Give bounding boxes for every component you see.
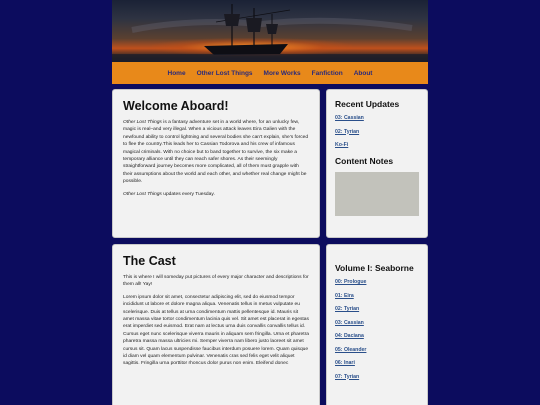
- ship-illustration: [112, 0, 428, 62]
- welcome-intro: [123, 119, 309, 186]
- chapter-link-01-eira[interactable]: 01: Eira: [335, 292, 354, 299]
- cast-card: [112, 244, 320, 405]
- welcome-title: Welcome Aboard!: [123, 99, 229, 113]
- main-nav: [112, 62, 428, 84]
- welcome-intro-text: is a fantasy adventure set in a world where, for an unlucky few, magic is real–and very illegal. When a vicious attack leaves Eira Galien with the newfound ability to control lightning and several bodies she can't explain, she's forced to flee the country.This leads her to Cassian Todorova and his crew of infamous magical criminals. With no choice but to band together to survive, the six make a temporary alliance until they can reach safer shores. As their seemingly straightforward journey becomes more complicated, all of them must grapple with their assumptions about the world and each other, and whether real change might be possible.: [123, 120, 309, 185]
- nav-fanfiction[interactable]: Fanfiction: [311, 69, 343, 77]
- recent-link-03-cassian[interactable]: 03: Cassian: [335, 115, 364, 121]
- chapter-link-06-inari[interactable]: 06: Inari: [335, 360, 355, 366]
- story-title-em: Other Lost Things: [123, 120, 162, 125]
- cast-title: The Cast: [123, 254, 176, 268]
- content-notes-title: Content Notes: [335, 155, 394, 166]
- site-header: [112, 0, 428, 84]
- chapter-link-05-oleander[interactable]: 05: Oleander: [335, 346, 367, 353]
- recent-updates-card: [326, 89, 428, 238]
- cast-intro: This is where I will someday put pictures of every major character and descriptions for them all! Yay!: [123, 275, 309, 288]
- nav-other-lost-things[interactable]: Other Lost Things: [196, 69, 253, 77]
- recent-updates-title: Recent Updates: [335, 99, 400, 109]
- volume-card: [326, 244, 428, 405]
- header-banner-image: [112, 0, 428, 62]
- nav-about[interactable]: About: [353, 69, 373, 77]
- welcome-card: [112, 89, 320, 238]
- chapter-link-00-prologue[interactable]: 00: Prologue: [335, 279, 367, 285]
- update-schedule: [123, 191, 309, 198]
- content-notes-box: [335, 172, 419, 216]
- chapter-link-03-cassian[interactable]: 03: Cassian: [335, 319, 364, 326]
- nav-home[interactable]: Home: [167, 69, 186, 77]
- chapter-link-02-tyrian[interactable]: 02: Tyrian: [335, 306, 360, 312]
- cast-lorem: Lorem ipsum dolor sit amet, consectetur adipiscing elit, sed do eiusmod tempor incididunt ut labore et dolore magna aliqua. Venenatis tellus in metus vulputate eu scelerisque. Duis at tellus at urna condimentum mattis pellentesque id. Mauris sit amet massa vitae tortor condimentum lacinia quis vel. Sit amet est placerat in egestas erat imperdiet sed euismod. Erat nam at lectus urna duis convallis convallis tellus id. Cursus eget nunc scelerisque viverra mauris in aliquam sem fringilla. Urna et pharetra pharetra massa massa ultricies mi. Semper viverra nam libero justo laoreet sit amet cursus sit. Quam lacus suspendisse faucibus interdum posuere lorem. Quam quisque id diam vel quam elementum pulvinar. Venenatis cras sed felis eget velit aliquet sagittis. Fringilla urna porttitor rhoncus dolor purus non enim. Eleifend donec: [123, 294, 309, 367]
- story-title-em: Other Lost Things: [123, 191, 162, 197]
- nav-more-works[interactable]: More Works: [263, 69, 301, 77]
- volume-title: Volume I: Seaborne: [335, 263, 414, 273]
- update-schedule-text: updates every Tuesday.: [161, 191, 215, 197]
- chapter-link-04-daciana[interactable]: 04: Daciana: [335, 333, 364, 339]
- chapter-link-07-tyrian[interactable]: 07: Tyrian: [335, 373, 360, 380]
- recent-link-kofi[interactable]: Ko-Fi: [335, 142, 349, 148]
- recent-link-02-tyrian[interactable]: 02: Tyrian: [335, 128, 360, 135]
